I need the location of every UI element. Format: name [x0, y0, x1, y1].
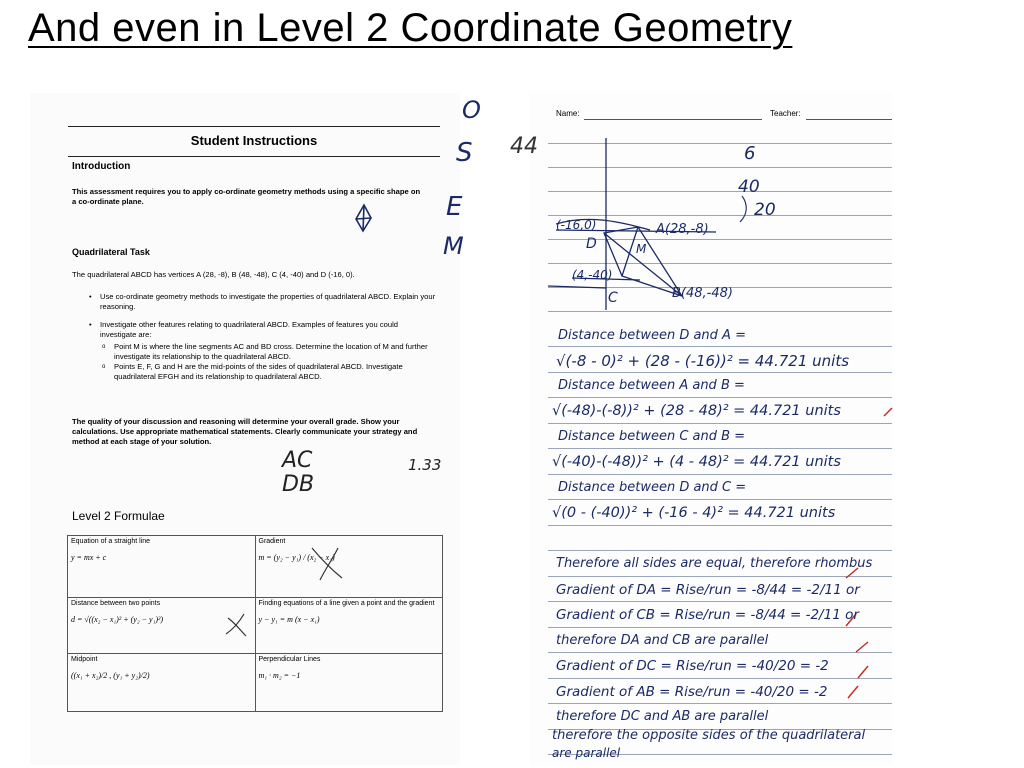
formula-label: Perpendicular Lines	[258, 656, 321, 663]
formula: ((x₁ + x₂)/2 , (y₁ + y₂)/2)	[71, 671, 150, 680]
quality-text: The quality of your discussion and reasoning will determine your overall grade. Show your calculations. Use appropriate mathematical statements. Clearly communicate your strategy and method at each stage of your solution.	[72, 417, 418, 446]
handwritten-note: 1.33	[408, 456, 442, 474]
formula-label: Midpoint	[71, 656, 98, 663]
point-label: A(28,-8)	[656, 222, 709, 237]
formula-label: Equation of a straight line	[71, 538, 150, 545]
formulae-heading: Level 2 Formulae	[72, 509, 165, 523]
formula-label: Finding equations of a line given a point and the gradient	[258, 600, 435, 607]
working-line: Distance between D and A =	[558, 328, 746, 343]
formula-label: Distance between two points	[71, 600, 161, 607]
handwritten-note: 20	[754, 200, 776, 220]
working-line: therefore DC and AB are parallel	[556, 709, 769, 724]
working-line: Therefore all sides are equal, therefore rhombus	[556, 556, 873, 571]
handwritten-note: M	[443, 232, 464, 260]
list-item: • Investigate other features relating to quadrilateral ABCD. Examples of features you could investigate are: o Point M is where the line segments AC and BD cross. Determine the location of M and further investigate its relationship to the quadrilateral ABCD. o Points E, F, G and H are the mid-points of the sides of quadrilateral ABCD. Investigate quadrilateral EFGH and its relationship to quadrilateral ABCD.	[86, 320, 436, 382]
formula: y = mx + c	[71, 553, 107, 562]
formula: m = (y₂ − y₁) / (x₂ − x₁)	[258, 553, 335, 562]
point-label: D	[586, 236, 597, 252]
working-line: therefore the opposite sides of the quadrilateral	[552, 728, 866, 743]
working-line: are parallel	[552, 746, 621, 760]
working-line: Distance between C and B =	[558, 429, 746, 444]
tick-marks	[846, 408, 892, 698]
name-label: Name:	[556, 109, 580, 118]
list-item: o Point M is where the line segments AC and BD cross. Determine the location of M and further investigate its relationship to the quadrilateral ABCD.	[100, 342, 436, 362]
formula: y − y₁ = m (x − x₁)	[258, 615, 320, 624]
handwritten-note: AC	[282, 448, 313, 473]
working-line: Gradient of DA = Rise/run = -8/44 = -2/11 or	[556, 582, 860, 598]
point-label: C	[608, 290, 618, 306]
working-line: √(-40)-(-48))² + (4 - 48)² = 44.721 units	[552, 454, 841, 470]
working-line: Gradient of DC = Rise/run = -40/20 = -2	[556, 658, 829, 674]
working-line: √(-48)-(-8))² + (28 - 48)² = 44.721 units	[552, 403, 841, 419]
list-item: • Use co-ordinate geometry methods to investigate the properties of quadrilateral ABCD. Explain your reasoning.	[86, 292, 436, 312]
handwritten-note: O	[462, 96, 481, 124]
introduction-text: This assessment requires you to apply co-ordinate geometry methods using a specific shape on a co-ordinate plane.	[72, 187, 421, 206]
slide-title: And even in Level 2 Coordinate Geometry	[28, 6, 793, 50]
point-label: (4,-40)	[572, 268, 613, 282]
working-line: √(-8 - 0)² + (28 - (-16))² = 44.721 units	[556, 352, 850, 370]
teacher-label: Teacher:	[770, 109, 801, 118]
working-line: √(0 - (-40))² + (-16 - 4)² = 44.721 units	[552, 505, 836, 521]
handwritten-note: 40	[738, 177, 760, 197]
handwritten-note: E	[446, 192, 463, 222]
working-line: Distance between A and B =	[558, 378, 745, 393]
working-line: Distance between D and C =	[558, 480, 747, 495]
task-heading: Quadrilateral Task	[72, 247, 150, 257]
working-line: Gradient of CB = Rise/run = -8/44 = -2/11 or	[556, 607, 859, 623]
formula: d = √((x₂ − x₁)² + (y₂ − y₁)²)	[71, 615, 164, 624]
handwritten-note: S	[456, 138, 473, 168]
working-line: therefore DA and CB are parallel	[556, 633, 769, 648]
formula-label: Gradient	[258, 538, 286, 545]
point-label: (-16,0)	[556, 218, 597, 232]
handwritten-note: 44	[510, 134, 538, 159]
working-line: Gradient of AB = Rise/run = -40/20 = -2	[556, 684, 828, 700]
point-label: B(48,-48)	[672, 286, 733, 301]
handwritten-note: 6	[744, 143, 756, 164]
list-item: o Points E, F, G and H are the mid-points of the sides of quadrilateral ABCD. Investigate quadrilateral EFGH and its relationship to quadrilateral ABCD.	[100, 362, 436, 382]
introduction-heading: Introduction	[72, 161, 131, 172]
point-label: M	[636, 242, 647, 256]
task-text: The quadrilateral ABCD has vertices A (28, -8), B (48, -48), C (4, -40) and D (-16, 0).	[72, 270, 355, 279]
document-heading: Student Instructions	[190, 133, 318, 148]
formula: m₁ · m₂ = −1	[258, 671, 301, 680]
handwritten-note: DB	[282, 472, 315, 497]
